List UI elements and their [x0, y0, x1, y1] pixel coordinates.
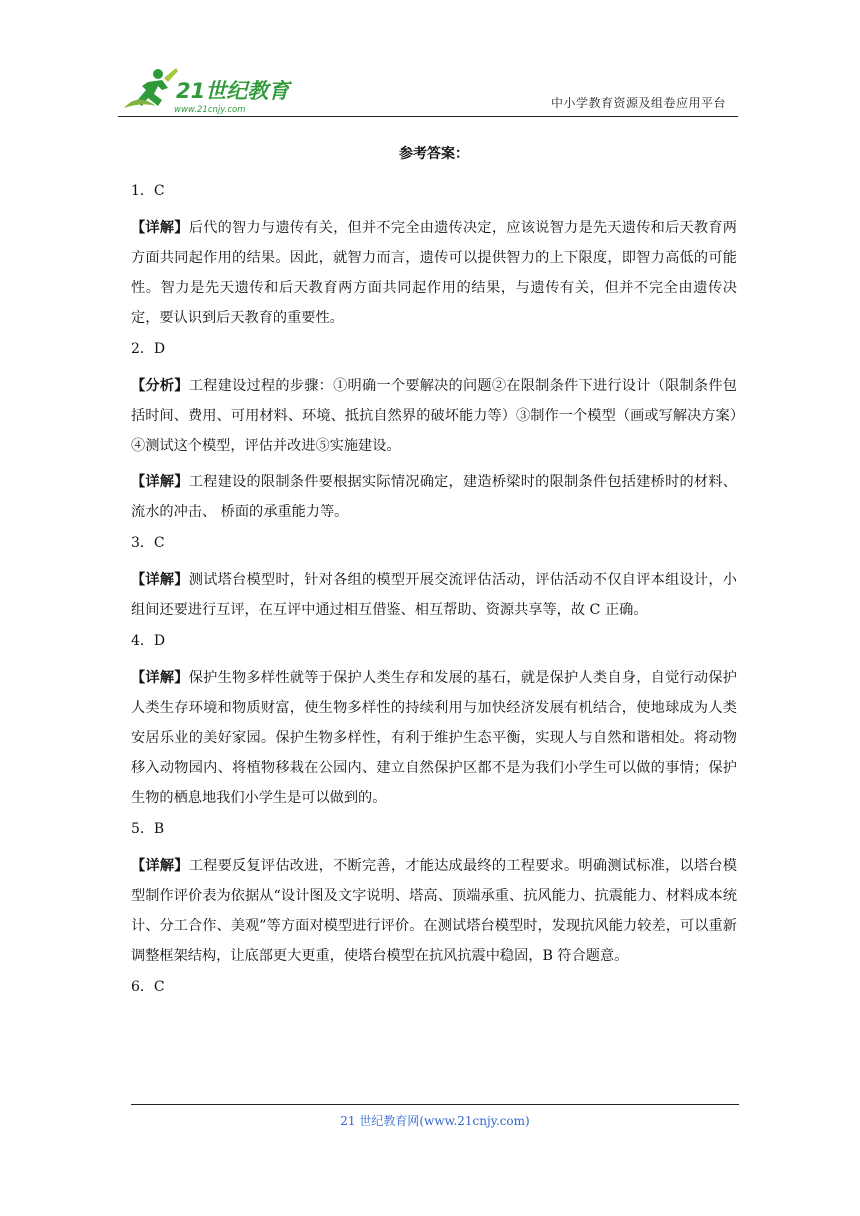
- section-text: 工程要反复评估改进，不断完善，才能达成最终的工程要求。明确测试标准，以塔台模型制作评价表为依据从“设计图及文字说明、塔高、顶端承重、抗风能力、抗震能力、材料成本统计、分工合作、美观”等方面对模型进行评价。在测试塔台模型时，发现抗风能力较差，可以重新调整框架结构，让底部更大更重，使塔台模型在抗风抗震中稳固，B 符合题意。: [131, 858, 737, 964]
- swoosh-icon: [124, 99, 156, 108]
- page-header: [118, 62, 738, 120]
- section-text: 工程建设的限制条件要根据实际情况确定，建造桥梁时的限制条件包括建桥时的材料、流水的冲击、 桥面的承重能力等。: [131, 474, 737, 520]
- section-tag: 【详解】: [131, 474, 189, 490]
- answer-number: 1．C: [131, 183, 165, 199]
- footer-link[interactable]: 21 世纪教育网(www.21cnjy.com): [340, 1114, 530, 1128]
- section-tag: 【详解】: [131, 220, 189, 236]
- answer-explanation: [131, 663, 737, 813]
- page-footer: [131, 1104, 739, 1129]
- header-divider: [118, 116, 738, 117]
- section-tag: 【分析】: [131, 378, 189, 394]
- answer-explanation: [131, 213, 737, 333]
- platform-name: 中小学教育资源及组卷应用平台: [550, 96, 726, 110]
- answer-number: 3．C: [131, 535, 165, 551]
- footer-divider: [131, 1104, 739, 1105]
- answer-number: 2．D: [131, 341, 166, 357]
- section-tag: 【详解】: [131, 858, 189, 874]
- answer-explanation: [131, 851, 737, 971]
- answer-explanation: [131, 467, 737, 527]
- answer-analysis: [131, 371, 737, 461]
- section-tag: 【详解】: [131, 670, 189, 686]
- section-text: 后代的智力与遗传有关，但并不完全由遗传决定，应该说智力是先天遗传和后天教育两方面共同起作用的结果。因此，就智力而言，遗传可以提供智力的上下限度，即智力高低的可能性。智力是先天遗传和后天教育两方面共同起作用的结果，与遗传有关，但并不完全由遗传决定，要认识到后天教育的重要性。: [131, 220, 737, 326]
- answer-number: 6．C: [131, 979, 165, 995]
- site-logo: [118, 62, 308, 116]
- section-text: 测试塔台模型时，针对各组的模型开展交流评估活动，评估活动不仅自评本组设计，小组间还要进行互评，在互评中通过相互借鉴、相互帮助、资源共享等，故 C 正确。: [131, 572, 737, 618]
- logo-text: 21世纪教育: [176, 79, 290, 103]
- section-tag: 【详解】: [131, 572, 189, 588]
- answer-explanation: [131, 565, 737, 625]
- section-text: 保护生物多样性就等于保护人类生存和发展的基石，就是保护人类自身，自觉行动保护人类生存环境和物质财富，使生物多样性的持续利用与加快经济发展有机结合，使地球成为人类安居乐业的美好家园。保护生物多样性，有利于维护生态平衡，实现人与自然和谐相处。将动物移入动物园内、将植物移栽在公园内、建立自然保护区都不是为我们小学生可以做的事情；保护生物的栖息地我们小学生是可以做到的。: [131, 670, 737, 806]
- answer-content: [131, 145, 737, 1009]
- section-text: 工程建设过程的步骤：①明确一个要解决的问题②在限制条件下进行设计（限制条件包括时间、费用、可用材料、环境、抵抗自然界的破坏能力等）③制作一个模型（画或写解决方案）④测试这个模型，评估并改进⑤实施建设。: [131, 378, 737, 454]
- answer-number: 5．B: [131, 821, 165, 837]
- answer-number: 4．D: [131, 633, 166, 649]
- logo-url: www.21cnjy.com: [174, 105, 246, 115]
- page-title: 参考答案：: [399, 146, 469, 162]
